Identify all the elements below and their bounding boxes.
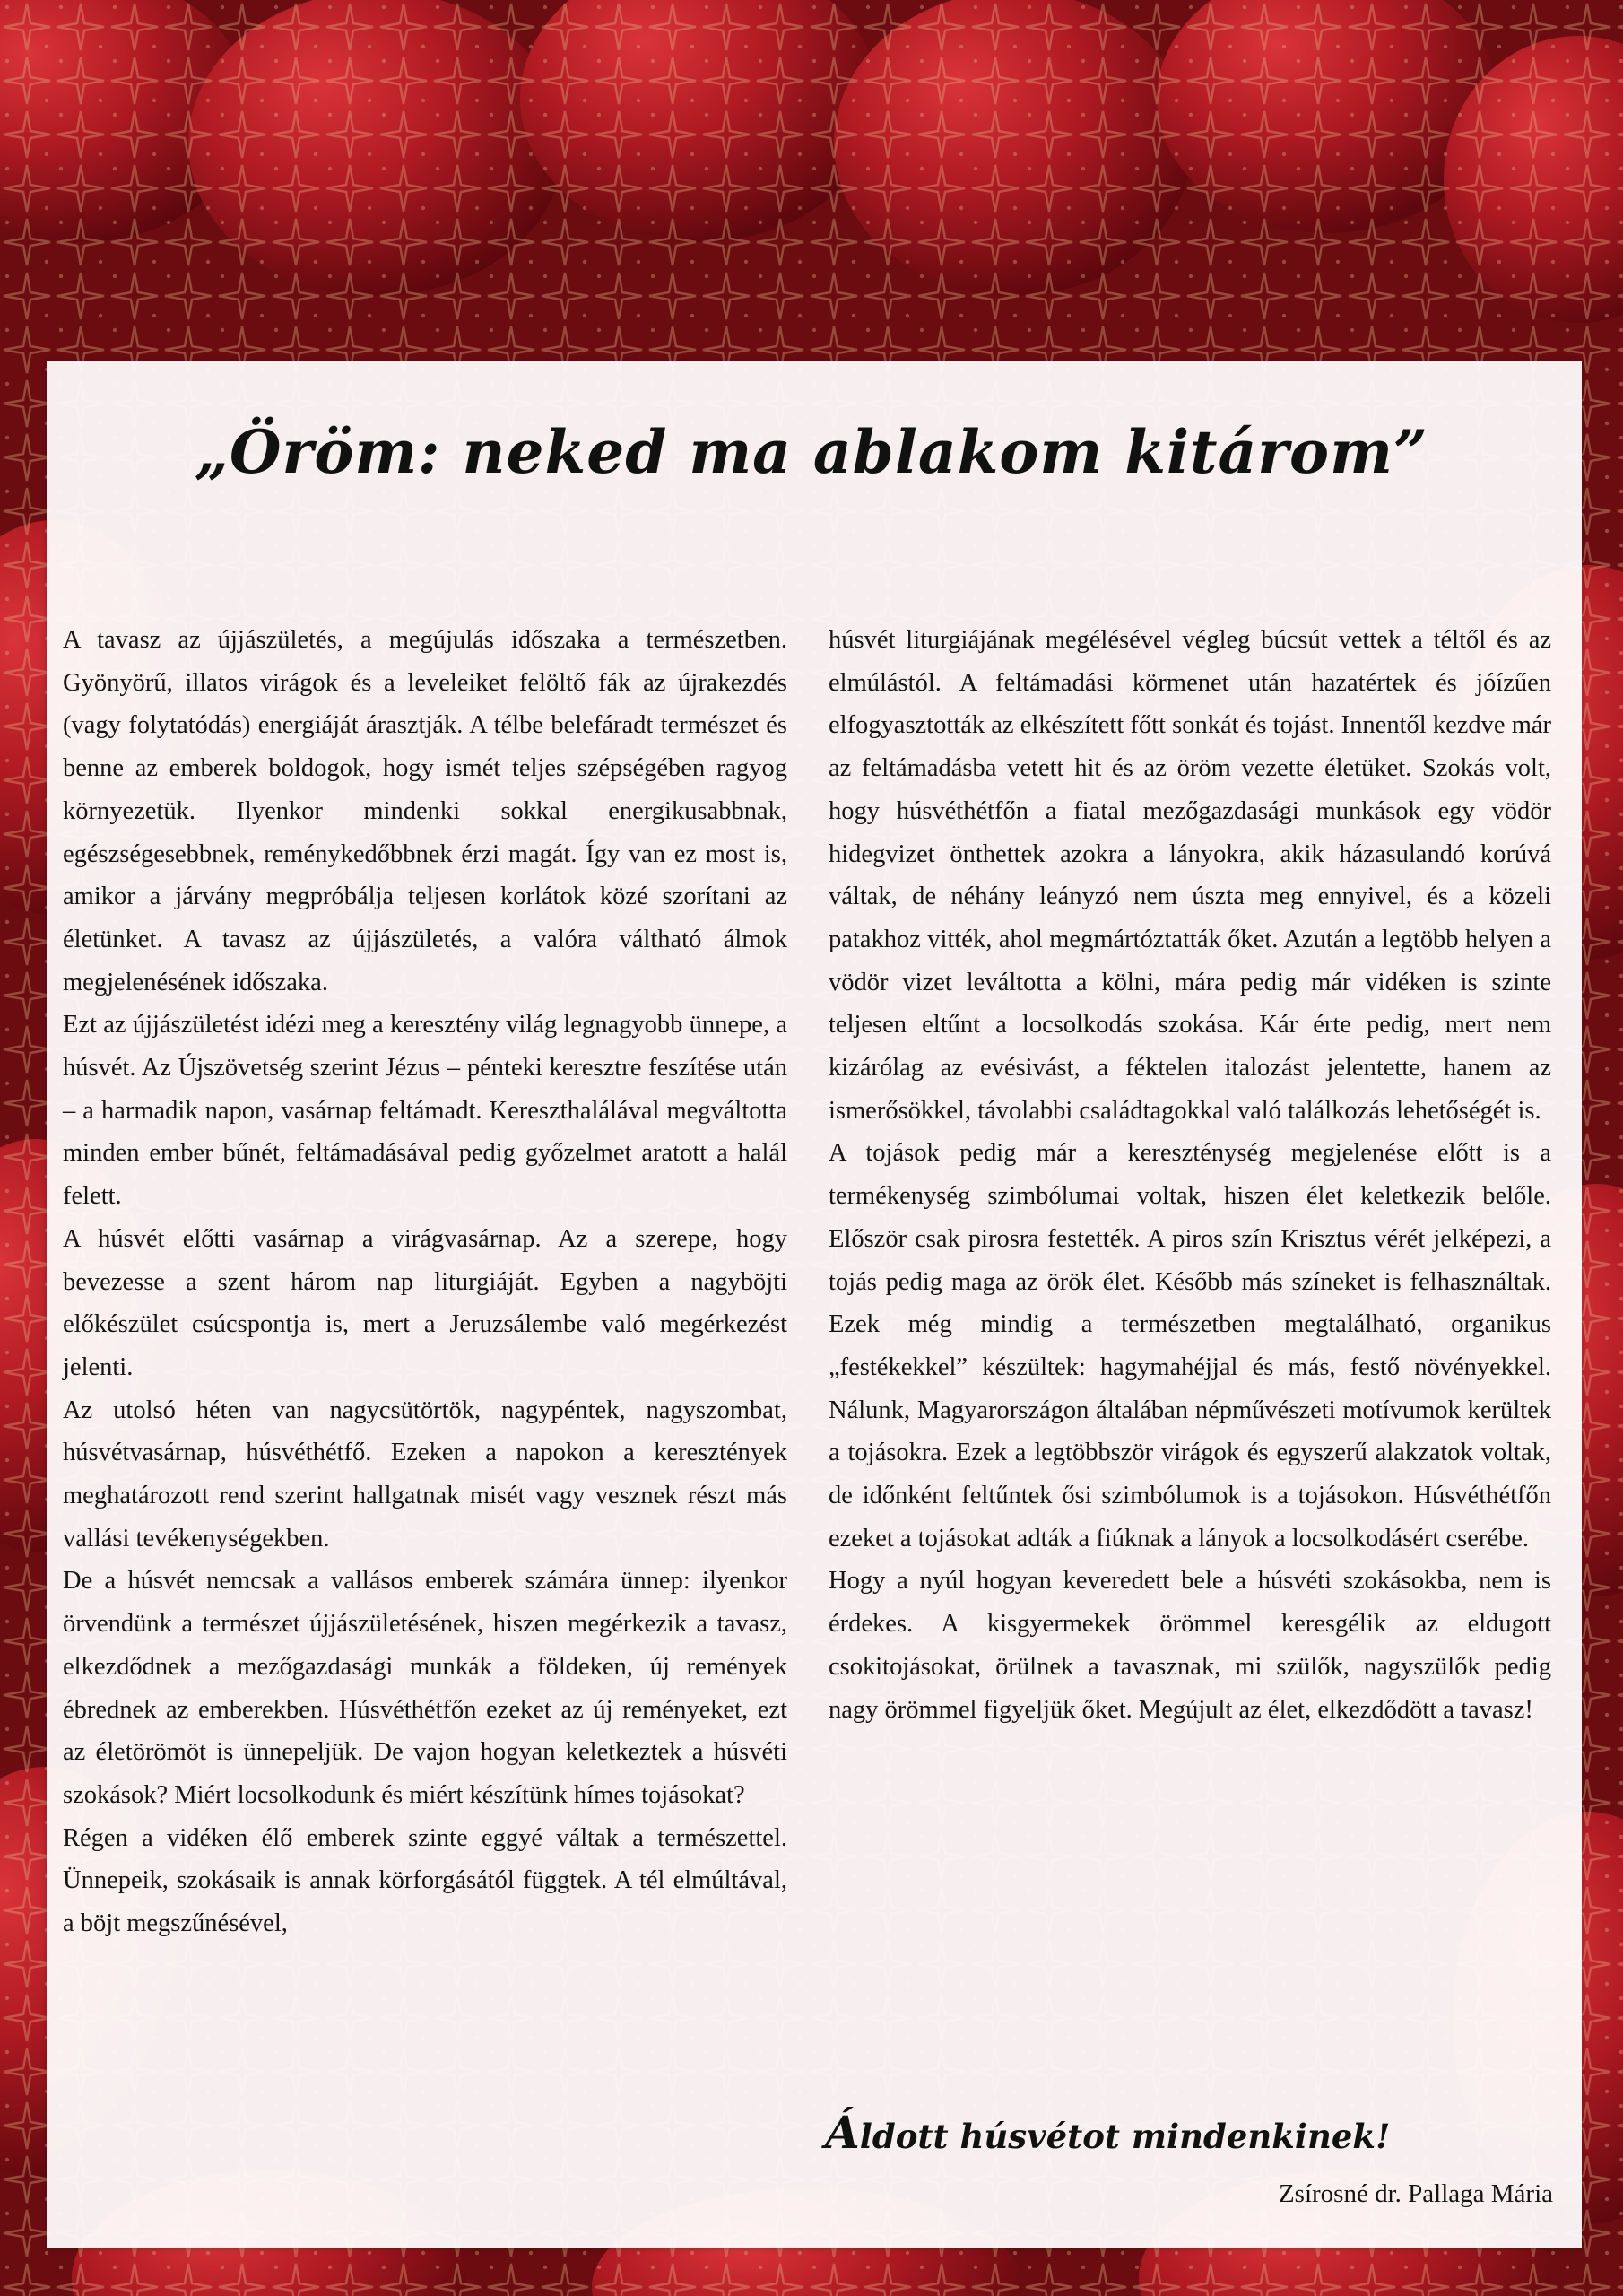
paragraph: De a húsvét nemcsak a vallásos emberek számára ünnep: ilyenkor örvendünk a természet újjászületésének, hiszen megérkezik a tavasz, elkezdődnek a mezőgazdasági munkák a földeken, új remények ébrednek az emberekben. Húsvéthétfőn ezeket az új reményeket, ezt az életörömöt is ünnepeljük. De vajon hogyan keletkeztek a húsvéti szokások? Miért locsolkodunk és miért készítünk hímes tojásokat? — [63, 1567, 787, 1809]
paragraph: húsvét liturgiájának megélésével végleg búcsút vettek a téltől és az elmúlástól. A feltámadási körmenet után hazatértek és jóízűen elfogyasztották az elkészített főtt sonkát és tojást. Innentől kezdve már az feltámadásba vetett hit és az öröm vezette életüket. Szokás volt, hogy húsvéthétfőn a fiatal mezőgazdasági munkások egy vödör hidegvizet önthettek azokra a lányokra, akik házasulandó korúvá váltak, de néhány leányzó nem úszta meg ennyivel, és a közeli patakhoz vitték, ahol megmártóztatták őket. Azután a legtöbb helyen a vödör vizet leváltotta a kölni, mára pedig már vidéken is szinte teljesen eltűnt a locsolkodás szokása. Kár érte pedig, mert nem kizárólag az evésivást, a féktelen italozást jelentette, hanem az ismerősökkel, távolabbi családtagokkal való találkozás lehetőségét is. — [829, 626, 1551, 1125]
page-title: „Öröm: neked ma ablakom kitárom” — [195, 417, 1428, 487]
left-column — [63, 619, 787, 1945]
right-column — [829, 619, 1551, 1731]
paragraph: Hogy a nyúl hogyan keveredett bele a húsvéti szokásokba, nem is érdekes. A kisgyermekek örömmel keresgélik az eldugott csokitojásokat, örülnek a tavasznak, mi szülők, nagyszülők pedig nagy örömmel figyeljük őket. Megújult az élet, elkezdődött a tavasz! — [829, 1567, 1551, 1724]
paragraph: A tavasz az újjászületés, a megújulás időszaka a természetben. Gyönyörű, illatos virágok és a leveleiket felöltő fák az újrakezdés (vagy folytatódás) energiáját árasztják. A télbe belefáradt természet és benne az emberek boldogok, hogy ismét teljes szépségében ragyog környezetük. Ilyenkor mindenki sokkal energikusabbnak, egészségesebbnek, reménykedőbbnek érzi magát. Így van ez most is, amikor a járvány megpróbálja teljesen korlátok közé szorítani az életünket. A tavasz az újjászületés, a valóra váltható álmok megjelenésének időszaka. — [63, 626, 787, 996]
paragraph: A húsvét előtti vasárnap a virágvasárnap. Az a szerepe, hogy bevezesse a szent három nap liturgiáját. Egyben a nagyböjti előkészület csúcspontja is, mert a Jeruzsálembe való megérkezést jelenti. — [63, 1224, 787, 1381]
closing-text: ldott húsvétot mindenkinek! — [859, 2117, 1391, 2156]
closing-greeting — [825, 2106, 1560, 2159]
paragraph: Ezt az újjászületést idézi meg a keresztény világ legnagyobb ünnepe, a húsvét. Az Újszövetség szerint Jézus – pénteki keresztre feszítése után – a harmadik napon, vasárnap feltámadt. Kereszthalálával megváltotta minden ember bűnét, feltámadásával pedig győzelmet aratott a halál felett. — [63, 1011, 787, 1211]
paragraph: A tojások pedig már a kereszténység megjelenése előtt is a termékenység szimbólumai voltak, hiszen élet keletkezik belőle. Először csak pirosra festették. A piros szín Krisztus vérét jelképezi, a tojás pedig maga az örök élet. Később más színeket is felhasználtak. Ezek még mindig a természetben megtalálható, organikus „festékekkel” készültek: hagymahéjjal és más, festő növényekkel. Nálunk, Magyarországon általában népművészeti motívumok kerültek a tojásokra. Ezek a legtöbbször virágok és egyszerű alakzatok voltak, de időnként feltűntek ősi szimbólumok is a tojásokon. Húsvéthétfőn ezeket a tojásokat adták a fiúknak a lányok a locsolkodásért cserébe. — [829, 1139, 1551, 1552]
closing-initial: Á — [825, 2106, 860, 2159]
paragraph: Az utolsó héten van nagycsütörtök, nagypéntek, nagyszombat, húsvétvasárnap, húsvéthétfő. Ezeken a napokon a keresztények meghatározott rend szerint hallgatnak misét vagy vesznek részt más vallási tevékenységekben. — [63, 1396, 787, 1552]
author-signature: Zsírosné dr. Pallaga Mária — [1278, 2179, 1553, 2208]
paragraph: Régen a vidéken élő emberek szinte eggyé váltak a természettel. Ünnepeik, szokásaik is annak körforgásától függtek. A tél elmúltával, a böjt megszűnésével, — [63, 1823, 787, 1938]
